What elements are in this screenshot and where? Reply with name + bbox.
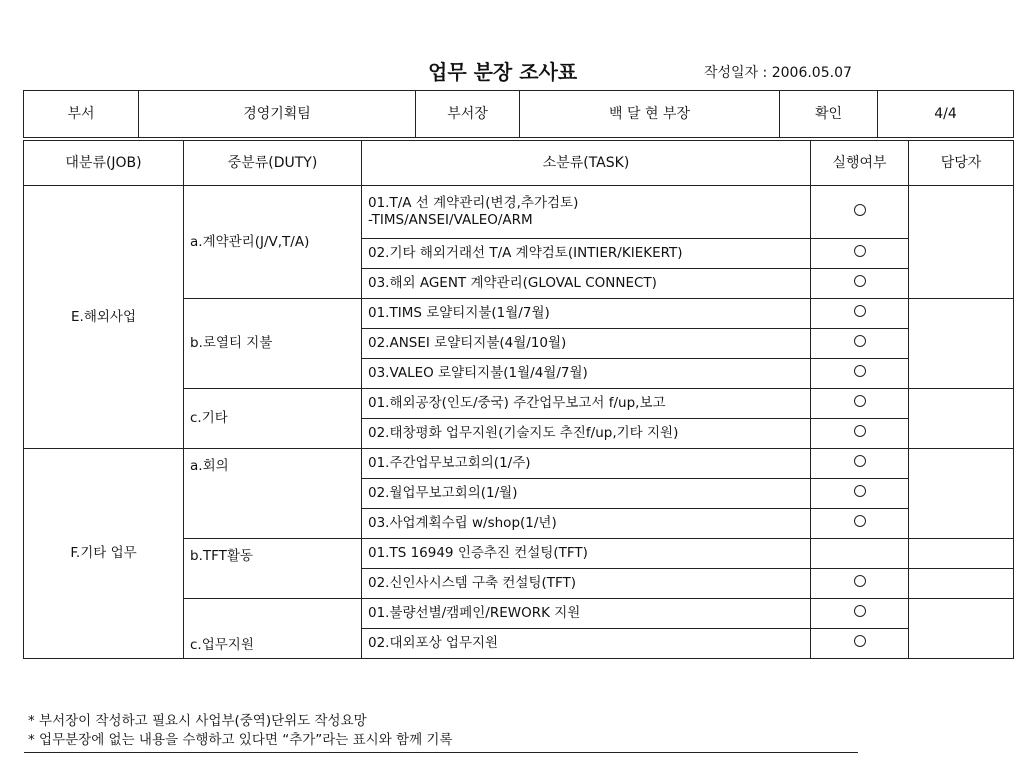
circle-icon bbox=[854, 455, 866, 467]
footnotes bbox=[28, 712, 453, 750]
divider bbox=[24, 752, 858, 753]
circle-icon bbox=[854, 515, 866, 527]
done-cell bbox=[811, 539, 909, 569]
circle-icon bbox=[854, 395, 866, 407]
column-header-job: 대분류(JOB) bbox=[24, 141, 184, 186]
task-cell: 02.ANSEI 로얄티지불(4월/10월) bbox=[362, 329, 811, 359]
owner-cell bbox=[909, 389, 1014, 449]
task-cell: 01.불량선별/캠페인/REWORK 지원 bbox=[362, 599, 811, 629]
done-cell bbox=[811, 329, 909, 359]
done-cell bbox=[811, 419, 909, 449]
column-header-owner: 담당자 bbox=[909, 141, 1014, 186]
dept-value: 경영기획팀 bbox=[139, 91, 416, 138]
circle-icon bbox=[854, 425, 866, 437]
column-header-done: 실행여부 bbox=[811, 141, 909, 186]
circle-icon bbox=[854, 485, 866, 497]
task-text-line2: -TIMS/ANSEI/VALEO/ARM bbox=[368, 212, 533, 228]
done-cell bbox=[811, 239, 909, 269]
column-header-duty: 중분류(DUTY) bbox=[184, 141, 362, 186]
job-cell-e: E.해외사업 bbox=[24, 186, 184, 449]
task-cell: 02.기타 해외거래선 T/A 계약검토(INTIER/KIEKERT) bbox=[362, 239, 811, 269]
confirm-label: 확인 bbox=[780, 91, 878, 138]
date-value: 2006.05.07 bbox=[771, 65, 852, 81]
owner-cell bbox=[909, 539, 1014, 569]
page-number: 4/4 bbox=[878, 91, 1014, 138]
circle-icon bbox=[854, 245, 866, 257]
done-cell bbox=[811, 269, 909, 299]
circle-icon bbox=[854, 204, 866, 216]
done-cell bbox=[811, 479, 909, 509]
duty-cell-f-a: a.회의 bbox=[184, 449, 362, 539]
done-cell bbox=[811, 389, 909, 419]
task-cell: 01.TS 16949 인증추진 컨설팅(TFT) bbox=[362, 539, 811, 569]
task-cell: 03.해외 AGENT 계약관리(GLOVAL CONNECT) bbox=[362, 269, 811, 299]
duty-cell-f-b: b.TFT활동 bbox=[184, 539, 362, 599]
task-cell: 01.해외공장(인도/중국) 주간업무보고서 f/up,보고 bbox=[362, 389, 811, 419]
footnote: * 업무분장에 없는 내용을 수행하고 있다면 “추가”라는 표시와 함께 기록 bbox=[28, 732, 453, 748]
circle-icon bbox=[854, 605, 866, 617]
task-cell: 01.주간업무보고회의(1/주) bbox=[362, 449, 811, 479]
header-table bbox=[23, 90, 1014, 138]
head-value: 백 달 현 부장 bbox=[520, 91, 780, 138]
task-cell: 02.신인사시스템 구축 컨설팅(TFT) bbox=[362, 569, 811, 599]
task-cell: 01.TIMS 로얄티지불(1월/7월) bbox=[362, 299, 811, 329]
done-cell bbox=[811, 449, 909, 479]
task-cell: 02.대외포상 업무지원 bbox=[362, 629, 811, 659]
owner-cell bbox=[909, 569, 1014, 599]
done-cell bbox=[811, 299, 909, 329]
circle-icon bbox=[854, 335, 866, 347]
duty-cell-f-c: c.업무지원 bbox=[184, 599, 362, 659]
circle-icon bbox=[854, 305, 866, 317]
task-cell: 03.사업계획수립 w/shop(1/년) bbox=[362, 509, 811, 539]
owner-cell bbox=[909, 599, 1014, 659]
duty-cell-e-c: c.기타 bbox=[184, 389, 362, 449]
task-cell bbox=[362, 186, 811, 239]
column-header-task: 소분류(TASK) bbox=[362, 141, 811, 186]
circle-icon bbox=[854, 365, 866, 377]
page-title: 업무 분장 조사표 bbox=[428, 60, 578, 84]
done-cell bbox=[811, 186, 909, 239]
duty-cell-e-b: b.로열티 지불 bbox=[184, 299, 362, 389]
footnote: * 부서장이 작성하고 필요시 사업부(중역)단위도 작성요망 bbox=[28, 713, 367, 729]
date-label: 작성일자 : bbox=[704, 65, 772, 81]
date-block bbox=[704, 62, 852, 82]
done-cell bbox=[811, 599, 909, 629]
owner-cell bbox=[909, 449, 1014, 539]
task-cell: 03.VALEO 로얄티지불(1월/4월/7월) bbox=[362, 359, 811, 389]
duty-cell-e-a: a.계약관리(J/V,T/A) bbox=[184, 186, 362, 299]
done-cell bbox=[811, 569, 909, 599]
circle-icon bbox=[854, 575, 866, 587]
head-label: 부서장 bbox=[416, 91, 520, 138]
done-cell bbox=[811, 629, 909, 659]
task-text: 01.T/A 선 계약관리(변경,추가검토) bbox=[368, 195, 579, 212]
owner-cell bbox=[909, 186, 1014, 299]
job-cell-f: F.기타 업무 bbox=[24, 449, 184, 659]
task-cell: 02.태창평화 업무지원(기술지도 추진f/up,기타 지원) bbox=[362, 419, 811, 449]
dept-label: 부서 bbox=[24, 91, 139, 138]
done-cell bbox=[811, 509, 909, 539]
circle-icon bbox=[854, 275, 866, 287]
task-cell: 02.월업무보고회의(1/월) bbox=[362, 479, 811, 509]
task-table bbox=[23, 140, 1014, 659]
circle-icon bbox=[854, 635, 866, 647]
owner-cell bbox=[909, 299, 1014, 389]
done-cell bbox=[811, 359, 909, 389]
